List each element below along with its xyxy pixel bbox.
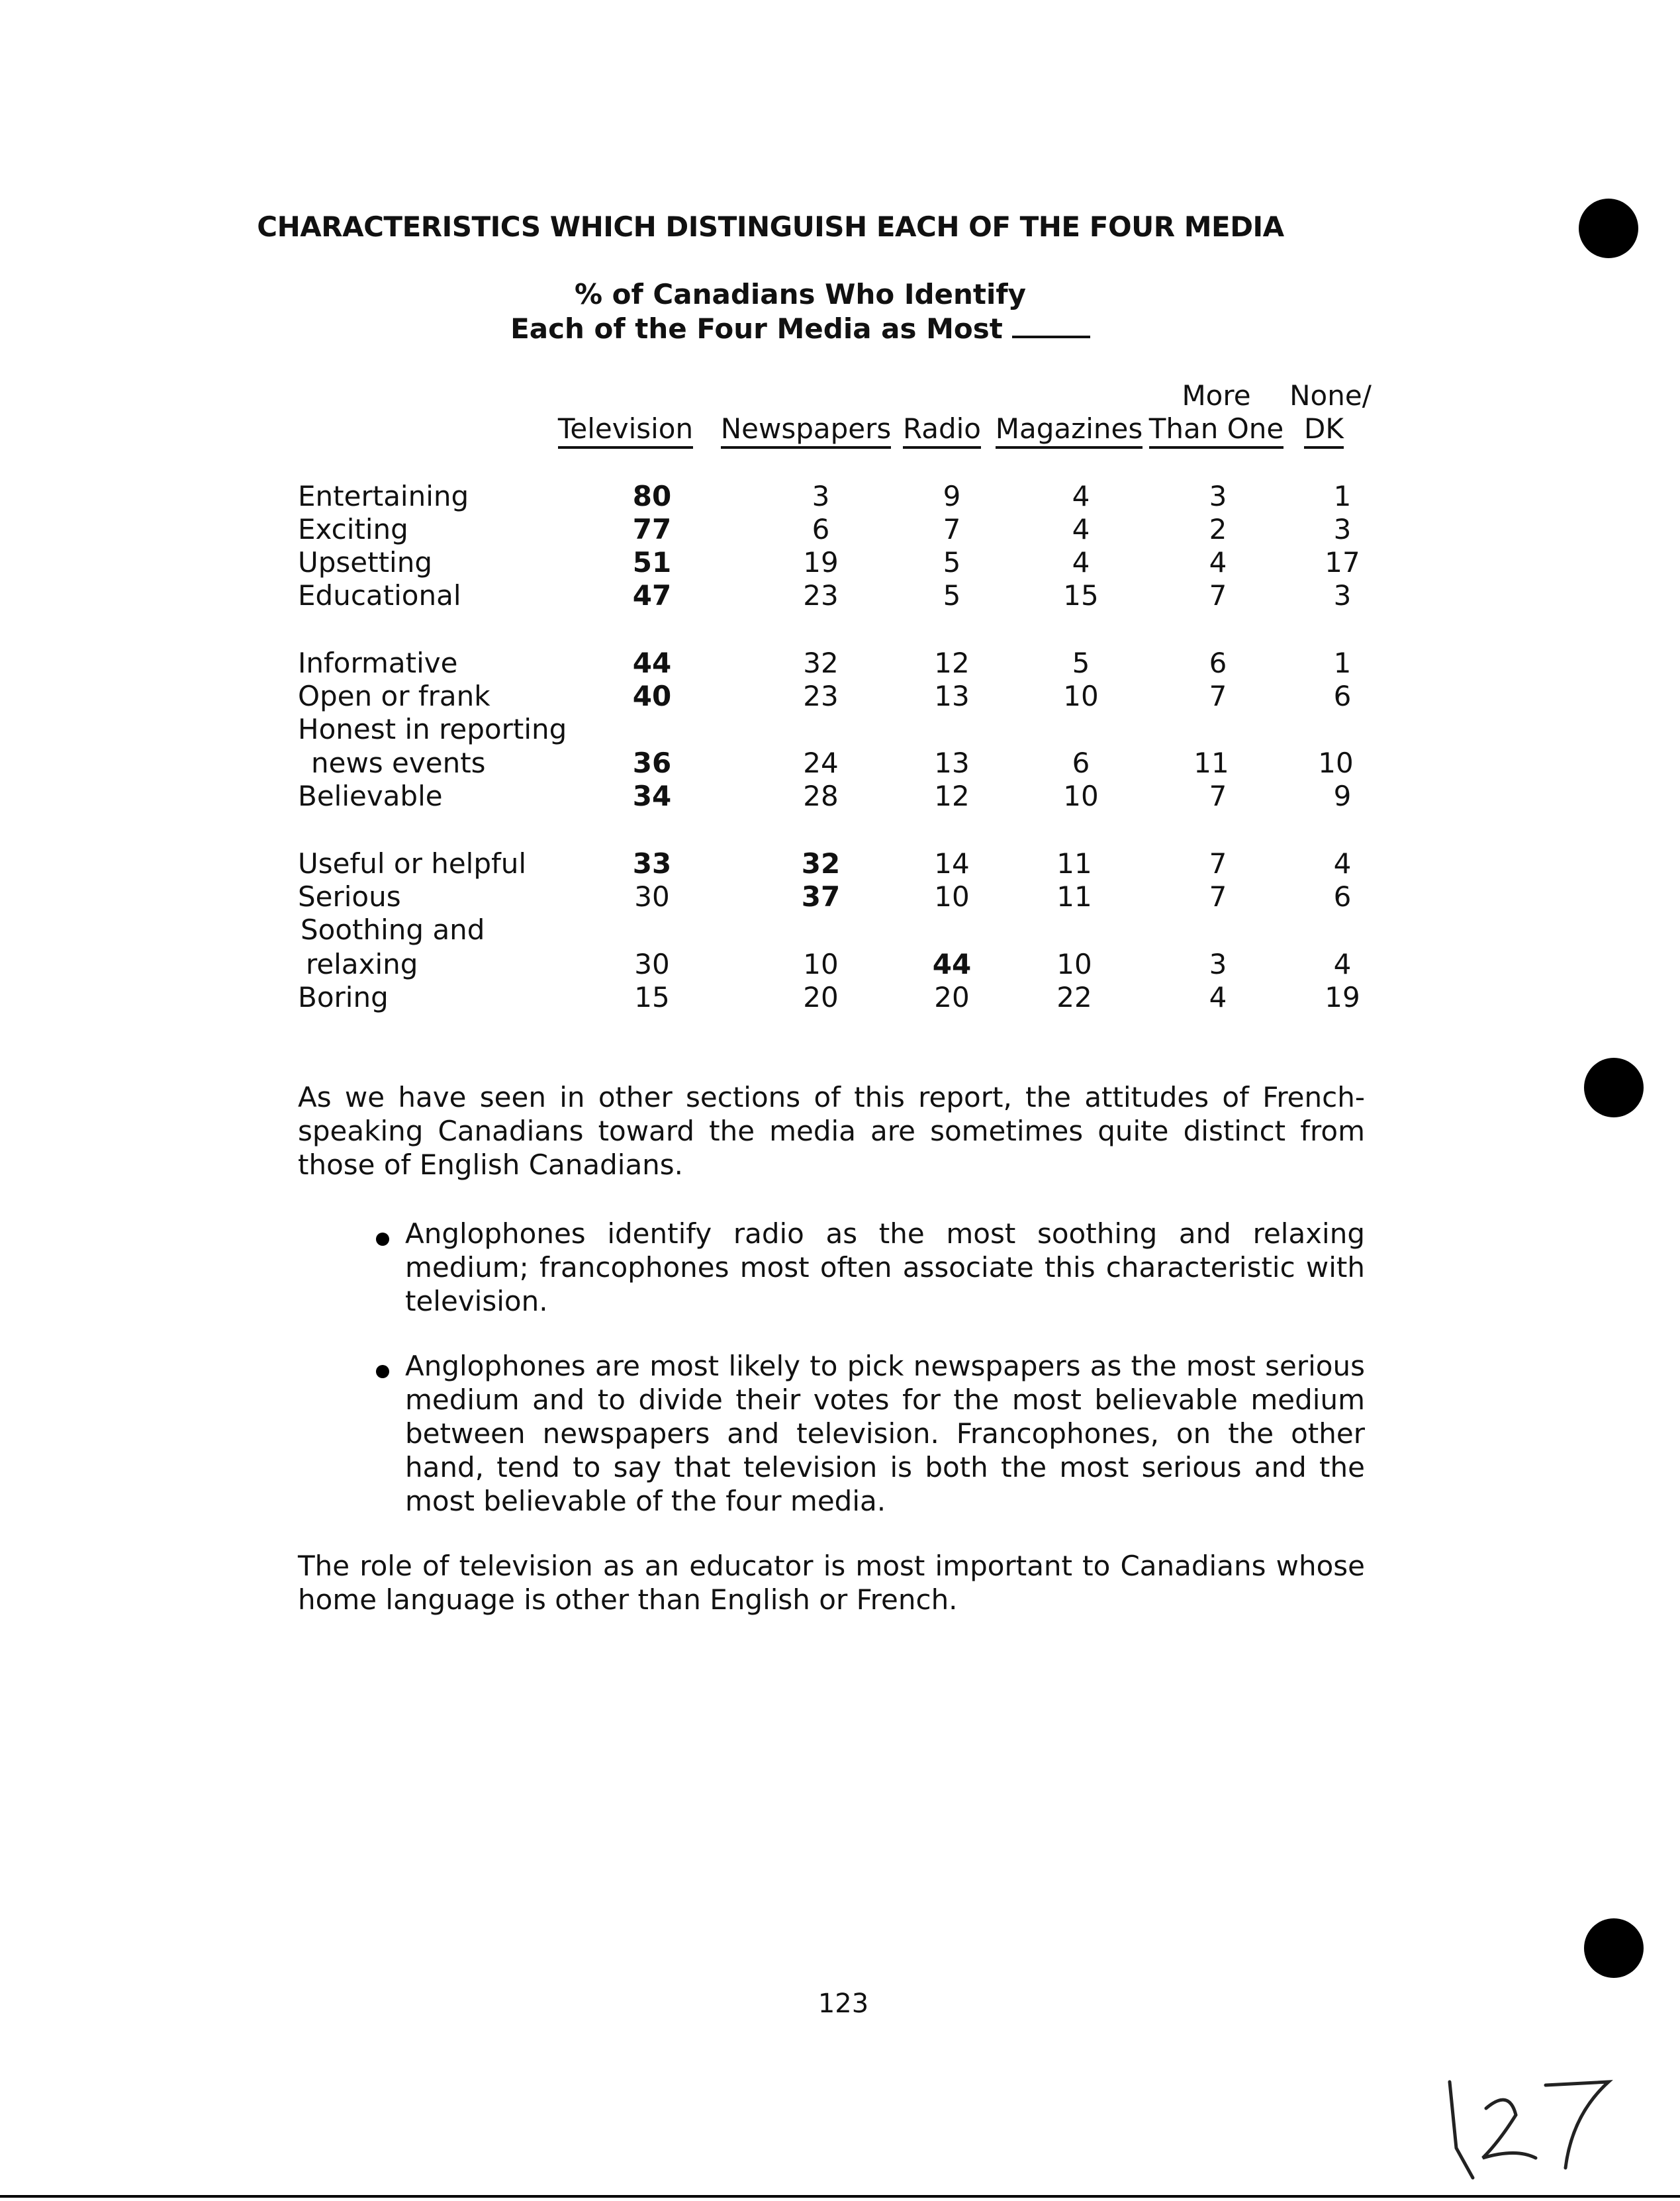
paragraph-intro: As we have seen in other sections of this report, the attitudes of French-speaking Canadians toward the media are sometimes quite distinct from those of English Canadians. xyxy=(298,1081,1365,1181)
table-cell: 5 xyxy=(1072,647,1090,679)
bullet-icon xyxy=(376,1233,389,1246)
table-cell: 3 xyxy=(1209,948,1227,980)
handwritten-page-note xyxy=(1436,2069,1622,2188)
table-cell: 32 xyxy=(803,647,839,679)
table-cell: 44 xyxy=(632,647,672,679)
row-label: Boring xyxy=(298,981,389,1013)
table-cell: 3 xyxy=(1333,579,1352,612)
subtitle-line-2-text: Each of the Four Media as Most xyxy=(510,312,1003,345)
row-label: relaxing xyxy=(306,948,418,980)
col-header-television: Television xyxy=(553,412,698,446)
col-header-none-dk: DK xyxy=(1287,412,1360,446)
table-cell: 4 xyxy=(1072,546,1090,579)
table-cell: 28 xyxy=(803,780,839,812)
table-cell: 24 xyxy=(803,747,839,779)
col-header-magazines: Magazines xyxy=(993,412,1145,446)
col-header-more-top: More xyxy=(1182,379,1251,412)
table-cell: 10 xyxy=(803,948,839,980)
table-cell: 11 xyxy=(1056,880,1092,913)
table-cell: 14 xyxy=(934,847,970,880)
row-label: Upsetting xyxy=(298,546,433,579)
col-header-none-top: None/ xyxy=(1289,379,1372,412)
table-cell: 2 xyxy=(1209,513,1227,545)
table-cell: 6 xyxy=(1333,680,1352,712)
table-cell: 10 xyxy=(1318,747,1354,779)
col-header-more-than-one: Than One xyxy=(1145,412,1287,446)
page-number: 123 xyxy=(817,1989,869,2019)
table-cell: 10 xyxy=(934,880,970,913)
table-cell: 40 xyxy=(632,680,672,712)
table-cell: 37 xyxy=(801,880,841,913)
row-label: Informative xyxy=(298,647,458,679)
table-cell: 11 xyxy=(1056,847,1092,880)
row-label: Believable xyxy=(298,780,443,812)
table-cell: 6 xyxy=(1333,880,1352,913)
row-label: Educational xyxy=(298,579,461,612)
table-cell: 7 xyxy=(1209,880,1227,913)
punch-hole-top xyxy=(1579,199,1638,258)
table-cell: 6 xyxy=(1209,647,1227,679)
row-label-line1: Soothing and xyxy=(301,913,485,946)
table-cell: 33 xyxy=(632,847,672,880)
table-cell: 19 xyxy=(1325,981,1360,1013)
subtitle-line-1: % of Canadians Who Identify xyxy=(574,278,1027,310)
bullet-item-newspapers: Anglophones are most likely to pick newspapers as the most serious medium and to divide their votes for the most believable medium between newspapers and television. Francophones, on the other hand, tend to say that television is both the most serious and the most believable of the four media. xyxy=(405,1350,1365,1517)
page-bottom-edge xyxy=(0,2195,1680,2198)
table-cell: 12 xyxy=(934,647,970,679)
table-cell: 10 xyxy=(1063,680,1099,712)
table-cell: 15 xyxy=(1063,579,1099,612)
punch-hole-bottom xyxy=(1584,1918,1644,1978)
table-cell: 51 xyxy=(632,546,672,579)
table-cell: 22 xyxy=(1056,981,1092,1013)
table-cell: 10 xyxy=(1063,780,1099,812)
table-cell: 80 xyxy=(632,480,672,512)
bullet-item-radio: Anglophones identify radio as the most soothing and relaxing medium; francophones most often associate this characteristic with television. xyxy=(405,1217,1365,1317)
table-cell: 4 xyxy=(1209,546,1227,579)
table-cell: 11 xyxy=(1193,747,1229,779)
table-cell: 6 xyxy=(812,513,830,545)
table-cell: 36 xyxy=(632,747,672,779)
subtitle-line-2 xyxy=(0,312,1640,345)
table-cell: 5 xyxy=(943,579,961,612)
table-cell: 7 xyxy=(1209,680,1227,712)
table-cell: 17 xyxy=(1325,546,1360,579)
col-header-newspapers: Newspapers xyxy=(718,412,894,446)
table-cell: 4 xyxy=(1072,513,1090,545)
table-cell: 20 xyxy=(934,981,970,1013)
table-cell: 4 xyxy=(1333,948,1352,980)
table-cell: 7 xyxy=(1209,780,1227,812)
table-cell: 1 xyxy=(1333,647,1352,679)
table-cell: 20 xyxy=(803,981,839,1013)
row-label-line1: Honest in reporting xyxy=(298,713,567,745)
table-cell: 23 xyxy=(803,579,839,612)
table-cell: 5 xyxy=(943,546,961,579)
table-cell: 10 xyxy=(1056,948,1092,980)
row-label: Useful or helpful xyxy=(298,847,527,880)
punch-hole-middle xyxy=(1584,1058,1644,1117)
table-cell: 3 xyxy=(812,480,830,512)
blank-underline xyxy=(1012,336,1090,338)
table-cell: 30 xyxy=(634,948,670,980)
table-cell: 77 xyxy=(632,513,672,545)
table-cell: 12 xyxy=(934,780,970,812)
table-cell: 3 xyxy=(1209,480,1227,512)
paragraph-educator: The role of television as an educator is most important to Canadians whose home language is other than English or French. xyxy=(298,1550,1365,1616)
table-cell: 19 xyxy=(803,546,839,579)
table-cell: 4 xyxy=(1333,847,1352,880)
table-cell: 13 xyxy=(934,680,970,712)
table-cell: 4 xyxy=(1209,981,1227,1013)
table-cell: 47 xyxy=(632,579,672,612)
table-cell: 9 xyxy=(1333,780,1352,812)
table-cell: 34 xyxy=(632,780,672,812)
col-header-radio: Radio xyxy=(899,412,985,446)
table-cell: 44 xyxy=(932,948,972,980)
table-cell: 23 xyxy=(803,680,839,712)
row-label: news events xyxy=(311,747,486,779)
table-cell: 32 xyxy=(801,847,841,880)
table-cell: 7 xyxy=(1209,847,1227,880)
table-cell: 15 xyxy=(634,981,670,1013)
row-label: Exciting xyxy=(298,513,408,545)
table-cell: 7 xyxy=(1209,579,1227,612)
row-label: Open or frank xyxy=(298,680,490,712)
table-cell: 4 xyxy=(1072,480,1090,512)
table-cell: 13 xyxy=(934,747,970,779)
table-cell: 6 xyxy=(1072,747,1090,779)
row-label: Entertaining xyxy=(298,480,469,512)
table-cell: 30 xyxy=(634,880,670,913)
bullet-icon xyxy=(376,1365,389,1378)
row-label: Serious xyxy=(298,880,401,913)
table-cell: 3 xyxy=(1333,513,1352,545)
table-cell: 9 xyxy=(943,480,961,512)
table-cell: 7 xyxy=(943,513,961,545)
table-cell: 1 xyxy=(1333,480,1352,512)
document-title: CHARACTERISTICS WHICH DISTINGUISH EACH OF THE FOUR MEDIA xyxy=(257,211,1284,243)
